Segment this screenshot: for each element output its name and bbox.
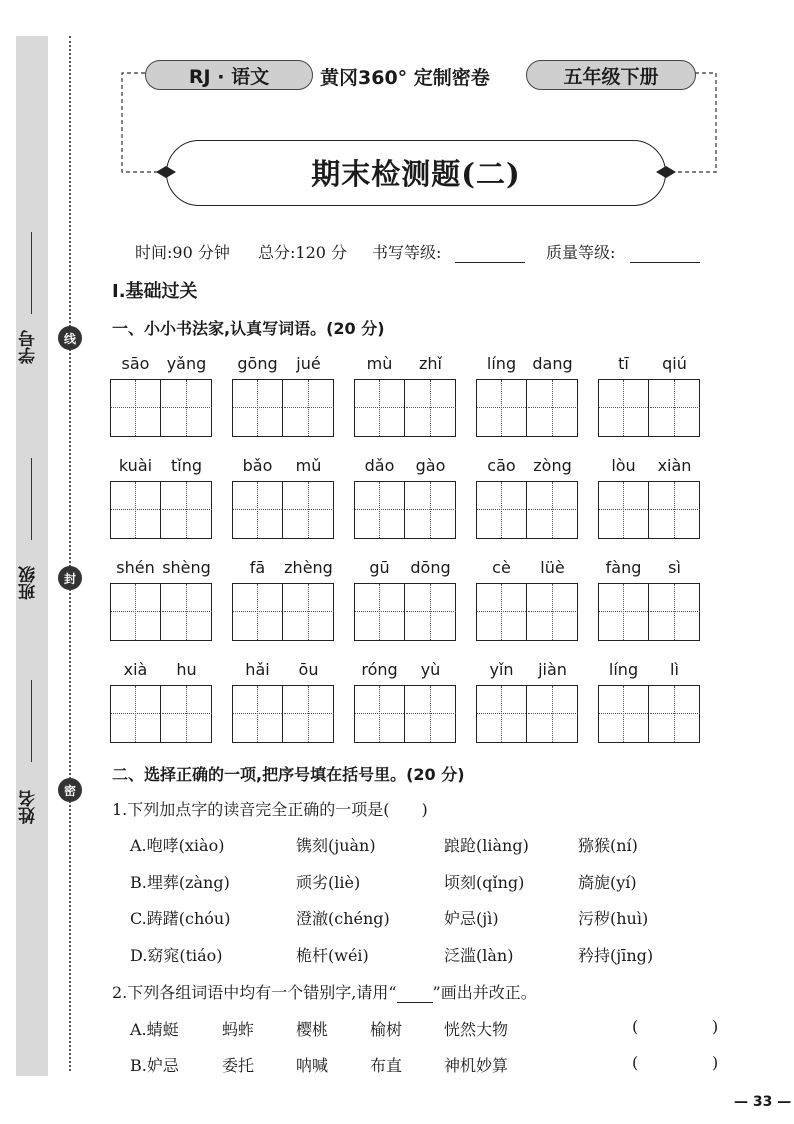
grid-cell[interactable] bbox=[406, 380, 456, 436]
pinyin-label: ōu bbox=[298, 660, 319, 679]
pinyin-label: jué bbox=[296, 354, 321, 373]
writing-grid[interactable] bbox=[110, 379, 212, 437]
question-1-stem: 1.下列加点字的读音完全正确的一项是( ) bbox=[112, 800, 428, 819]
q1-option-d-4: 矜持(jīng) bbox=[578, 946, 654, 965]
q1-option-c-1: C.踌躇(chóu) bbox=[130, 909, 231, 928]
grid-cell[interactable] bbox=[528, 584, 578, 640]
writing-grade-label: 书写等级: bbox=[372, 243, 442, 262]
quality-grade-label: 质量等级: bbox=[546, 243, 616, 262]
pinyin-label: gào bbox=[415, 456, 446, 475]
grid-cell[interactable] bbox=[650, 584, 700, 640]
grid-cell[interactable] bbox=[528, 380, 578, 436]
q1-option-a-4: 猕猴(ní) bbox=[578, 836, 638, 855]
q2-row-a-paren-open: ( bbox=[632, 1017, 639, 1036]
writing-grid[interactable] bbox=[598, 481, 700, 539]
pinyin-label: qiú bbox=[662, 354, 687, 373]
grid-cell[interactable] bbox=[599, 584, 649, 640]
pinyin-label: hǎi bbox=[245, 660, 270, 679]
q2-row-a-word-2: 蚂蚱 bbox=[222, 1020, 255, 1039]
writing-grid[interactable] bbox=[110, 583, 212, 641]
writing-grid[interactable] bbox=[110, 481, 212, 539]
writing-grid[interactable] bbox=[476, 379, 578, 437]
q2-row-a-word-4: 榆树 bbox=[370, 1020, 403, 1039]
total-score-info: 总分:120 分 bbox=[258, 243, 348, 262]
writing-grid[interactable] bbox=[232, 685, 334, 743]
q1-option-d-2: 桅杆(wéi) bbox=[296, 946, 369, 965]
grid-cell[interactable] bbox=[284, 584, 334, 640]
grid-cell[interactable] bbox=[528, 686, 578, 742]
grid-cell[interactable] bbox=[162, 584, 212, 640]
pinyin-label: zhǐ bbox=[419, 354, 442, 373]
pinyin-label: fàng bbox=[605, 558, 642, 577]
pinyin-label: dǎo bbox=[364, 456, 395, 475]
section2-title: 二、选择正确的一项,把序号填在括号里。(20 分) bbox=[112, 765, 465, 784]
q2-underline-sample bbox=[397, 988, 433, 1003]
grid-cell[interactable] bbox=[162, 380, 212, 436]
pinyin-label: yù bbox=[420, 660, 441, 679]
grid-cell[interactable] bbox=[477, 482, 527, 538]
seal-secret-mark: 密 bbox=[58, 778, 82, 802]
writing-grid[interactable] bbox=[232, 583, 334, 641]
seal-seal-mark: 封 bbox=[58, 566, 82, 590]
subject-badge: RJ · 语文 bbox=[145, 60, 313, 90]
grid-cell[interactable] bbox=[650, 380, 700, 436]
q1-option-a-3: 踉跄(liàng) bbox=[444, 836, 529, 855]
pinyin-label: bǎo bbox=[242, 456, 273, 475]
name-label: 姓名 bbox=[19, 790, 39, 824]
pinyin-label: cè bbox=[492, 558, 511, 577]
grid-cell[interactable] bbox=[355, 380, 405, 436]
pinyin-label: róng bbox=[361, 660, 398, 679]
q2-stem-after: ”画出并改正。 bbox=[432, 983, 537, 1002]
grid-cell[interactable] bbox=[355, 482, 405, 538]
pinyin-label: cāo bbox=[487, 456, 516, 475]
pinyin-label: zhèng bbox=[284, 558, 333, 577]
q1-option-b-1: B.埋葬(zàng) bbox=[130, 873, 230, 892]
q2-row-b-word-1: B.妒忌 bbox=[130, 1056, 179, 1075]
pinyin-label: tǐng bbox=[170, 456, 202, 475]
q1-option-a-2: 镌刻(juàn) bbox=[296, 836, 376, 855]
pinyin-label: tī bbox=[618, 354, 629, 373]
grid-cell[interactable] bbox=[650, 482, 700, 538]
writing-grid[interactable] bbox=[354, 583, 456, 641]
pinyin-label: shèng bbox=[162, 558, 211, 577]
q2-row-b-paren-close: ) bbox=[712, 1053, 719, 1072]
pinyin-label: líng bbox=[608, 660, 639, 679]
writing-grid[interactable] bbox=[110, 685, 212, 743]
q1-option-a-1: A.咆哮(xiào) bbox=[130, 836, 225, 855]
section1-title: 一、小小书法家,认真写词语。(20 分) bbox=[112, 319, 385, 338]
class-blank-line bbox=[31, 458, 32, 540]
grid-cell[interactable] bbox=[233, 584, 283, 640]
grid-cell[interactable] bbox=[599, 380, 649, 436]
q2-row-a-word-1: A.蜻蜓 bbox=[130, 1020, 179, 1039]
writing-grid[interactable] bbox=[232, 379, 334, 437]
exam-title: 期末检测题(二) bbox=[311, 157, 521, 191]
grid-cell[interactable] bbox=[477, 584, 527, 640]
pinyin-label: xiàn bbox=[657, 456, 692, 475]
pinyin-label: shén bbox=[116, 558, 155, 577]
q1-option-c-4: 污秽(huì) bbox=[578, 909, 649, 928]
pinyin-label: lì bbox=[670, 660, 679, 679]
writing-grid[interactable] bbox=[354, 481, 456, 539]
writing-grade-blank[interactable] bbox=[455, 244, 525, 263]
grid-cell[interactable] bbox=[111, 686, 161, 742]
pinyin-label: lòu bbox=[611, 456, 636, 475]
writing-grid[interactable] bbox=[598, 379, 700, 437]
brand-title: 黄冈360° 定制密卷 bbox=[320, 67, 490, 89]
grid-cell[interactable] bbox=[599, 482, 649, 538]
q2-row-a-word-5: 恍然大物 bbox=[444, 1020, 509, 1039]
grid-cell[interactable] bbox=[284, 380, 334, 436]
pinyin-label: lüè bbox=[540, 558, 565, 577]
quality-grade-blank[interactable] bbox=[630, 244, 700, 263]
grid-cell[interactable] bbox=[406, 584, 456, 640]
q2-row-b-word-2: 委托 bbox=[222, 1056, 255, 1075]
grade-badge: 五年级下册 bbox=[526, 60, 696, 90]
grid-cell[interactable] bbox=[284, 686, 334, 742]
q2-row-a-paren-close: ) bbox=[712, 1017, 719, 1036]
grid-cell[interactable] bbox=[355, 686, 405, 742]
grid-cell[interactable] bbox=[528, 482, 578, 538]
writing-grid[interactable] bbox=[354, 685, 456, 743]
grid-cell[interactable] bbox=[650, 686, 700, 742]
grid-cell[interactable] bbox=[406, 686, 456, 742]
pinyin-label: dōng bbox=[410, 558, 451, 577]
grid-cell[interactable] bbox=[284, 482, 334, 538]
grid-cell[interactable] bbox=[233, 482, 283, 538]
grid-cell[interactable] bbox=[355, 584, 405, 640]
q2-row-a-word-3: 樱桃 bbox=[296, 1020, 329, 1039]
time-info: 时间:90 分钟 bbox=[135, 243, 230, 262]
pinyin-label: gōng bbox=[237, 354, 278, 373]
grid-cell[interactable] bbox=[233, 686, 283, 742]
q1-option-d-3: 泛滥(làn) bbox=[444, 946, 514, 965]
writing-grid[interactable] bbox=[476, 583, 578, 641]
q2-stem-before: 2.下列各组词语中均有一个错别字,请用“ bbox=[112, 983, 397, 1002]
pinyin-label: zòng bbox=[533, 456, 572, 475]
q1-option-b-2: 顽劣(liè) bbox=[296, 873, 361, 892]
pinyin-label: jiàn bbox=[538, 660, 567, 679]
q2-row-b-word-4: 布直 bbox=[370, 1056, 403, 1075]
pinyin-label: xià bbox=[123, 660, 148, 679]
q1-option-b-4: 旖旎(yí) bbox=[578, 873, 637, 892]
pinyin-label: sāo bbox=[121, 354, 150, 373]
pinyin-label: fā bbox=[249, 558, 266, 577]
grid-cell[interactable] bbox=[162, 482, 212, 538]
writing-grid[interactable] bbox=[476, 685, 578, 743]
pinyin-label: sì bbox=[668, 558, 681, 577]
q2-row-b-paren-open: ( bbox=[632, 1053, 639, 1072]
q1-option-d-1: D.窈窕(tiáo) bbox=[130, 946, 223, 965]
writing-grid[interactable] bbox=[598, 583, 700, 641]
pinyin-label: mǔ bbox=[295, 456, 322, 475]
pinyin-label: yǎng bbox=[166, 354, 207, 373]
writing-grid[interactable] bbox=[476, 481, 578, 539]
writing-grid[interactable] bbox=[354, 379, 456, 437]
pinyin-label: hu bbox=[176, 660, 197, 679]
q1-option-c-3: 妒忌(jì) bbox=[444, 909, 499, 928]
pinyin-label: líng bbox=[486, 354, 517, 373]
part-heading: Ⅰ.基础过关 bbox=[112, 281, 198, 302]
grid-cell[interactable] bbox=[477, 380, 527, 436]
pinyin-label: yǐn bbox=[489, 660, 514, 679]
grid-cell[interactable] bbox=[111, 380, 161, 436]
q1-option-c-2: 澄澈(chéng) bbox=[296, 909, 390, 928]
writing-grid[interactable] bbox=[598, 685, 700, 743]
id-blank-line bbox=[31, 232, 32, 314]
q1-option-b-3: 顷刻(qǐng) bbox=[444, 873, 525, 892]
grid-cell[interactable] bbox=[162, 686, 212, 742]
question-2-stem bbox=[112, 980, 537, 1003]
student-id-label: 学号 bbox=[19, 330, 39, 364]
pinyin-label: gū bbox=[369, 558, 390, 577]
grid-cell[interactable] bbox=[111, 584, 161, 640]
grid-cell[interactable] bbox=[599, 686, 649, 742]
class-label: 班级 bbox=[19, 566, 39, 600]
seal-line-mark: 线 bbox=[58, 326, 82, 350]
name-blank-line bbox=[31, 680, 32, 762]
grid-cell[interactable] bbox=[233, 380, 283, 436]
q2-row-b-word-5: 神机妙算 bbox=[444, 1056, 509, 1075]
writing-grid[interactable] bbox=[232, 481, 334, 539]
q2-row-b-word-3: 呐喊 bbox=[296, 1056, 329, 1075]
grid-cell[interactable] bbox=[477, 686, 527, 742]
pinyin-label: dang bbox=[532, 354, 573, 373]
grid-cell[interactable] bbox=[406, 482, 456, 538]
page-number: — 33 — bbox=[734, 1094, 792, 1110]
grid-cell[interactable] bbox=[111, 482, 161, 538]
pinyin-label: mù bbox=[366, 354, 393, 373]
pinyin-label: kuài bbox=[118, 456, 153, 475]
